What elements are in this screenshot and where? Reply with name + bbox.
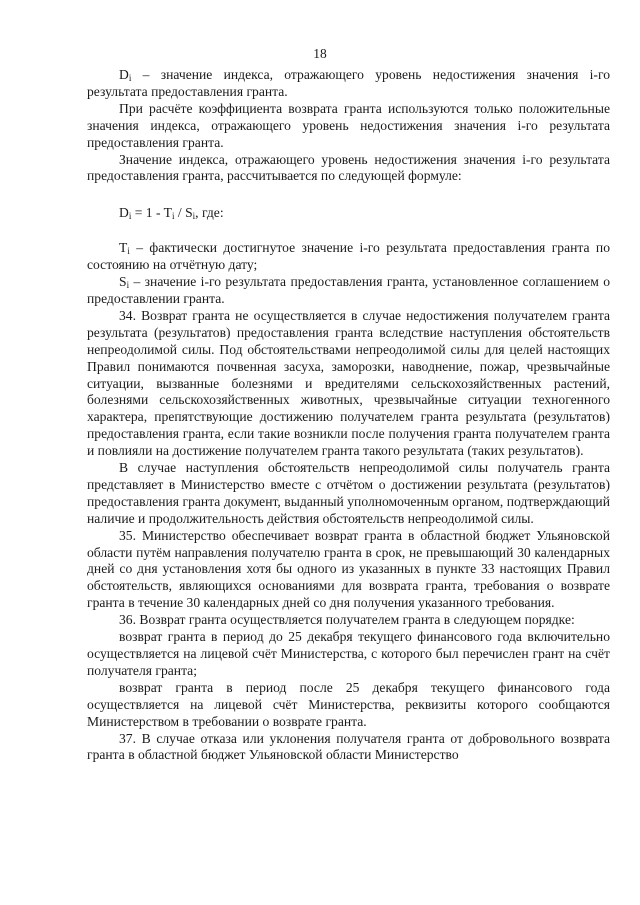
formula-part: , где: [195,205,224,221]
paragraph-37: 37. В случае отказа или уклонения получателя гранта от добровольного возврата гранта в областной бюджет Ульяновской области Министерство [87,730,610,763]
paragraph-di-definition [87,67,610,101]
paragraph-ti-definition [87,240,610,274]
subscript-i: i [128,73,132,83]
document-body [87,67,610,764]
symbol-d: D [119,67,129,82]
symbol-t: T [119,240,128,256]
paragraph-return-before: возврат гранта в период до 25 декабря текущего финансового года включительно осуществляется на лицевой счёт Министерства, с которого был перечислен грант на счёт получателя гранта; [87,629,610,678]
formula-subscript: i [192,211,196,222]
paragraph-force-majeure: В случае наступления обстоятельств непреодолимой силы получатель гранта представляет в Министерство вместе с отчётом о достижении результата (результатов) предоставления гранта документ, выданный уполномоченным органом, подтверждающий наличие и продолжительность действия обстоятельств непреодолимой силы. [87,460,610,526]
paragraph-36: 36. Возврат гранта осуществляется получателем гранта в следующем порядке: [119,612,575,628]
page-number: 18 [313,46,327,61]
paragraph-formula-intro: Значение индекса, отражающего уровень недостижения значения i-го результата предоставления гранта, рассчитывается по следующей формуле: [87,151,610,184]
definition-text: – значение i-го результата предоставления гранта, установленное соглашением о предоставлении гранта. [87,274,610,306]
paragraph-return-after: возврат гранта в период после 25 декабря текущего финансового года осуществляется на лицевой счёт Министерства, реквизиты которого сообщаются Министерством в требовании о возврате гранта. [87,679,610,729]
paragraph-34: 34. Возврат гранта не осуществляется в случае недостижения получателем гранта результата (результатов) предоставления гранта вследствие наступления обстоятельств непреодолимой силы. Под обстоятельствами непреодолимой силы для целей настоящих Правил понимаются почвенная засуха, заморозки, наводнение, пожар, чрезвычайные ситуации, вызванные болезнями и вредителями сельскохозяйственных растений, болезнями сельскохозяйственных животных, чрезвычайные ситуации техногенного характера, препятствующие достижению получателем гранта результата (результатов) предоставления гранта, если такие возникли после получения гранта получателем гранта и повлияли на достижение получателем гранта такого результата (таких результатов). [87,307,610,459]
subscript-i: i [126,280,130,291]
formula-subscript: i [128,211,132,222]
formula-part: / S [174,205,193,221]
formula-part: D [119,205,129,221]
symbol-s: S [119,274,127,290]
formula-part: = 1 - T [131,205,172,221]
formula [87,205,610,222]
formula-subscript: i [172,211,175,222]
definition-text: – фактически достигнутое значение i-го результата предоставления гранта по состоянию на отчётную дату; [87,240,610,273]
paragraph-si-definition [87,274,610,308]
paragraph-positive-values: При расчёте коэффициента возврата гранта используются только положительные значения индекса, отражающего уровень недостижения значения i-го результата предоставления гранта. [87,100,610,150]
definition-text: – значение индекса, отражающего уровень недостижения значения i-го результата предоставления гранта. [87,67,610,99]
paragraph-35: 35. Министерство обеспечивает возврат гранта в областной бюджет Ульяновской области путём направления получателю гранта в срок, не превышающий 30 календарных дней со дня установления хотя бы одного из указанных в пункте 33 настоящих Правил обстоятельств, являющихся основаниями для возврата гранта, требования о возврате гранта в течение 30 календарных дней со дня получения указанного требования. [87,527,610,611]
subscript-i: i [127,246,130,257]
